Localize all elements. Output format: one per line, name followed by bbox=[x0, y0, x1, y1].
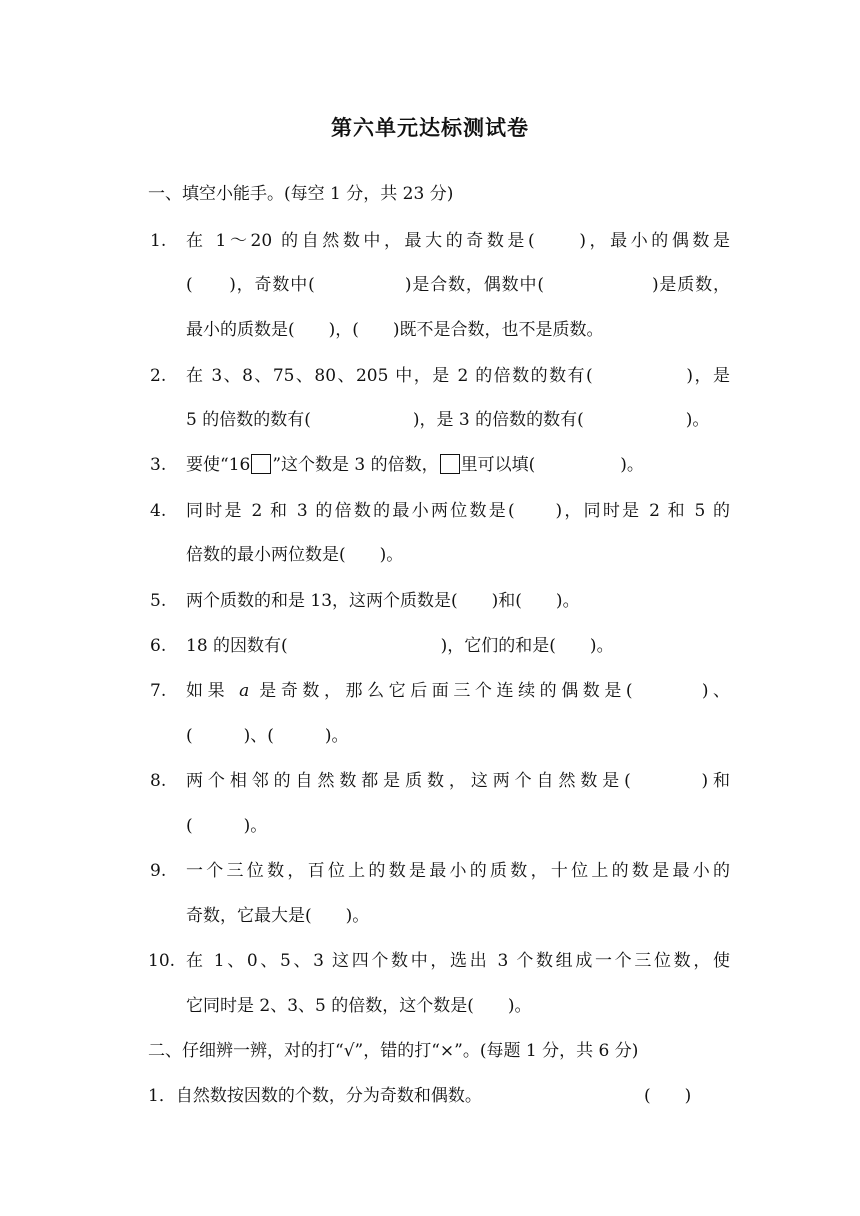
question-2-number: 2. bbox=[150, 366, 167, 386]
question-7-text-pre: 如果 bbox=[186, 681, 230, 701]
question-2-line-1: 在 3、8、75、80、205 中，是 2 的倍数的数有( )，是 bbox=[186, 366, 730, 386]
question-10-number: 10. bbox=[148, 951, 176, 971]
question-9-number: 9. bbox=[150, 861, 167, 881]
question-7-text-post: 是奇数，那么它后面三个连续的偶数是( )、 bbox=[259, 681, 731, 701]
question-8-number: 8. bbox=[150, 771, 167, 791]
question-1-line-3: 最小的质数是( )，( )既不是合数，也不是质数。 bbox=[186, 320, 604, 340]
question-4-line-1: 同时是 2 和 3 的倍数的最小两位数是( )，同时是 2 和 5 的 bbox=[186, 501, 730, 521]
question-3-text-post: 里可以填( )。 bbox=[460, 455, 644, 475]
question-9-line-2: 奇数，它最大是( )。 bbox=[186, 906, 370, 926]
question-9-line-1: 一个三位数，百位上的数是最小的质数，十位上的数是最小的 bbox=[186, 861, 730, 881]
answer-box[interactable] bbox=[251, 454, 271, 474]
question-8-line-1: 两个相邻的自然数都是质数，这两个自然数是( )和 bbox=[186, 771, 730, 791]
section-1-heading: 一、填空小能手。(每空 1 分，共 23 分) bbox=[148, 184, 454, 204]
question-3-number: 3. bbox=[150, 455, 167, 475]
question-5-number: 5. bbox=[150, 591, 167, 611]
question-5-line: 两个质数的和是 13，这两个质数是( )和( )。 bbox=[186, 591, 580, 611]
question-8-line-2: ( )。 bbox=[186, 816, 268, 836]
judge-answer-blank[interactable]: ( ) bbox=[644, 1086, 692, 1106]
variable-a: a bbox=[239, 681, 250, 701]
judge-question-1: 1．自然数按因数的个数，分为奇数和偶数。 bbox=[148, 1086, 482, 1106]
question-4-number: 4. bbox=[150, 501, 167, 521]
question-7-line-1 bbox=[186, 679, 730, 703]
question-6-line: 18 的因数有( )，它们的和是( )。 bbox=[186, 636, 614, 656]
question-6-number: 6. bbox=[150, 636, 167, 656]
question-10-line-1: 在 1、0、5、3 这四个数中，选出 3 个数组成一个三位数，使 bbox=[186, 951, 730, 971]
question-1-line-2: ( )，奇数中( )是合数，偶数中( )是质数， bbox=[186, 275, 730, 295]
question-1-line-1: 在 1～20 的自然数中，最大的奇数是( )，最小的偶数是 bbox=[186, 231, 730, 251]
question-4-line-2: 倍数的最小两位数是( )。 bbox=[186, 545, 404, 565]
question-7-line-2: ( )、( )。 bbox=[186, 726, 349, 746]
answer-box[interactable] bbox=[440, 454, 460, 474]
section-2-heading: 二、仔细辨一辨，对的打“√”，错的打“×”。(每题 1 分，共 6 分) bbox=[148, 1041, 639, 1061]
question-10-line-2: 它同时是 2、3、5 的倍数，这个数是( )。 bbox=[186, 996, 532, 1016]
question-3-line bbox=[186, 453, 644, 477]
question-2-line-2: 5 的倍数的数有( )，是 3 的倍数的数有( )。 bbox=[186, 410, 710, 430]
question-1-number: 1. bbox=[150, 231, 167, 251]
question-7-number: 7. bbox=[150, 681, 167, 701]
question-3-text-mid: ”这个数是 3 的倍数， bbox=[272, 455, 439, 475]
page-title: 第六单元达标测试卷 bbox=[331, 116, 529, 140]
question-3-text-pre: 要使“16 bbox=[186, 455, 251, 475]
